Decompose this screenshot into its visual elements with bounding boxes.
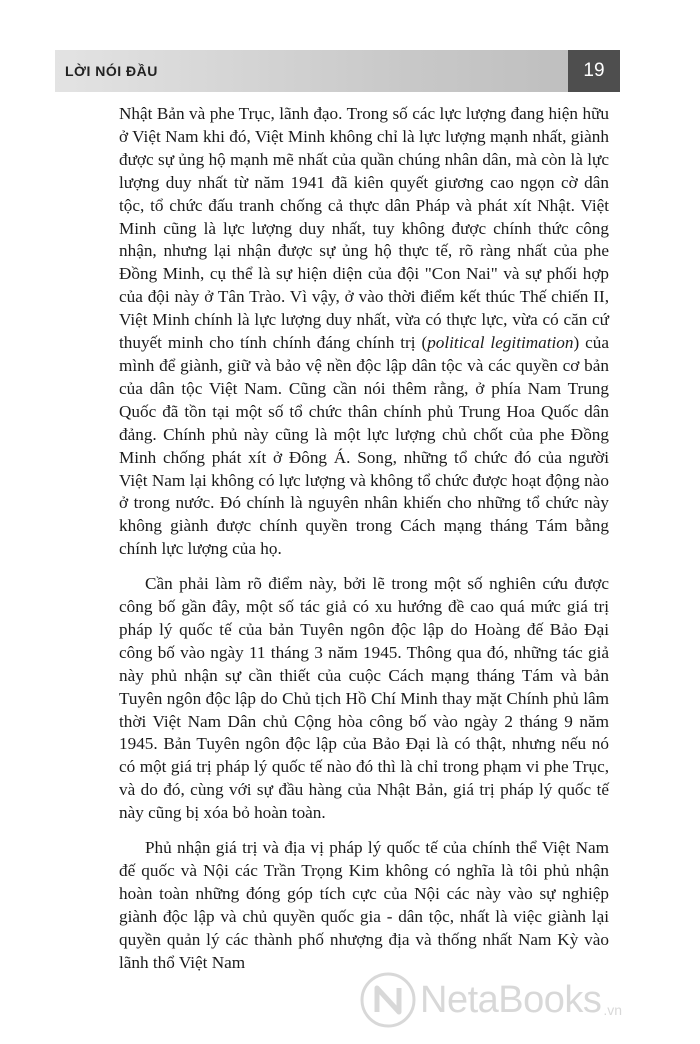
watermark-suffix: .vn — [603, 1002, 623, 1018]
paragraph-2: Cần phải làm rõ điểm này, bởi lẽ trong một số nghiên cứu được công bố gần đây, một số tác giả có xu hướng đề cao quá mức giá trị pháp lý quốc tế của bản Tuyên ngôn độc lập do Hoàng đế Bảo Đại công bố vào ngày 11 tháng 3 năm 1945. Thông qua đó, những tác giả này phủ nhận sự cần thiết của cuộc Cách mạng tháng Tám và bản Tuyên ngôn độc lập do Chủ tịch Hồ Chí Minh thay mặt Chính phủ lâm thời Việt Nam Dân chủ Cộng hòa công bố vào ngày 2 tháng 9 năm 1945. Bản Tuyên ngôn độc lập của Bảo Đại là có thật, nhưng nếu nó có một giá trị pháp lý quốc tế nào đó thì là chỉ trong phạm vi phe Trục, và do đó, cùng với sự đầu hàng của Nhật Bản, giá trị pháp lý quốc tế này cũng bị xóa bỏ hoàn toàn. — [119, 574, 609, 823]
watermark — [360, 968, 690, 1032]
italic-term: political legitimation — [427, 333, 574, 353]
paragraph-3: Phủ nhận giá trị và địa vị pháp lý quốc tế của chính thể Việt Nam đế quốc và Nội các Trần Trọng Kim không có nghĩa là tôi phủ nhận hoàn toàn những đóng góp tích cực của Nội các này vào sự nghiệp giành độc lập và chủ quyền quốc gia - dân tộc, nhất là việc giành lại quyền quản lý các thành phố nhượng địa và thống nhất Nam Kỳ vào lãnh thổ Việt Nam — [119, 838, 609, 972]
watermark-brand: NetaBooks — [420, 978, 602, 1021]
paragraph-1: Nhật Bản và phe Trục, lãnh đạo. Trong số các lực lượng đang hiện hữu ở Việt Nam khi đó, Việt Minh không chỉ là lực lượng mạnh nhất, giành được sự ủng hộ mạnh mẽ nhất của quần chúng nhân dân, mà còn là lực lượng duy nhất từ năm 1941 đã kiên quyết giương cao ngọn cờ dân tộc, tổ chức đấu tranh chống cả thực dân Pháp và phát xít Nhật. Việt Minh cũng là lực lượng duy nhất, tuy không được chính thức công nhận, nhưng lại nhận được sự ủng hộ thực tế, rõ ràng nhất của phe Đồng Minh, cụ thể là sự hiện diện của đội "Con Nai" và sự phối hợp của đội này ở Tân Trào. Vì vậy, ở vào thời điểm kết thúc Thế chiến II, Việt Minh chính là lực lượng duy nhất, vừa có thực lực, vừa có căn cứ thuyết minh cho tính chính đáng chính trị (political legitimation) của mình để giành, giữ và bảo vệ nền độc lập dân tộc và các quyền cơ bản của dân tộc Việt Nam. Cũng cần nói thêm rằng, ở phía Nam Trung Quốc đã tồn tại một số tổ chức thân chính phủ Trung Hoa Quốc dân đảng. Chính phủ này cũng là một lực lượng chủ chốt của phe Đồng Minh chống phát xít ở Đông Á. Song, những tổ chức đó của người Việt Nam lại không có lực lượng và không tổ chức được hoạt động nào ở trong nước. Đó chính là nguyên nhân khiến cho những tổ chức này không giành được chính quyền trong Cách mạng tháng Tám bằng chính lực lượng của họ. — [119, 104, 610, 559]
running-header — [55, 50, 620, 92]
chapter-title: LỜI NÓI ĐẦU — [65, 63, 158, 79]
page-number: 19 — [568, 50, 620, 92]
netabooks-logo-icon — [360, 972, 416, 1028]
body-text — [119, 103, 609, 975]
